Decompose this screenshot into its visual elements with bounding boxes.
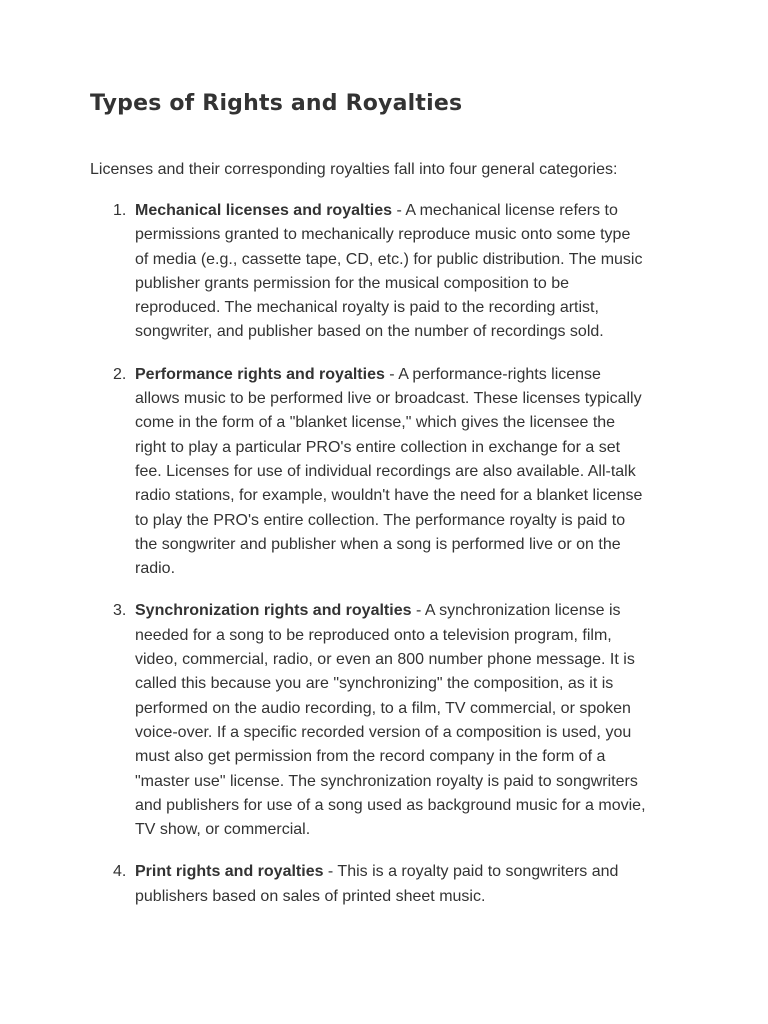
- royalty-categories-list: [90, 199, 670, 927]
- list-item-description: - This is a royalty paid to songwriters and: [323, 863, 619, 881]
- list-item-line: fee. Licenses for use of individual recordings are also available. All-talk: [135, 462, 636, 480]
- list-item: [113, 199, 670, 345]
- list-item-line: publisher grants permission for the musical composition to be: [135, 274, 569, 292]
- list-item: [113, 599, 670, 842]
- list-item-line: come in the form of a "blanket license," which gives the licensee the: [135, 414, 616, 432]
- list-item-line: TV show, or commercial.: [135, 821, 311, 839]
- list-item: [113, 860, 670, 909]
- list-item-description: - A performance-rights license: [384, 365, 601, 383]
- list-item-term: Performance rights and royalties: [135, 365, 385, 383]
- list-item-term: Print rights and royalties: [135, 863, 324, 881]
- list-item-line: [135, 363, 670, 387]
- list-item-line: voice-over. If a specific recorded version of a composition is used, you: [135, 723, 632, 741]
- list-item-line: of media (e.g., cassette tape, CD, etc.) for public distribution. The music: [135, 250, 643, 268]
- page-title: Types of Rights and Royalties: [90, 91, 463, 116]
- list-item-line: video, commercial, radio, or even an 800 number phone message. It is: [135, 651, 635, 669]
- list-item-line: must also get permission from the record company in the form of a: [135, 748, 606, 766]
- intro-paragraph: Licenses and their corresponding royalties fall into four general categories:: [90, 161, 618, 178]
- list-item-line: the songwriter and publisher when a song is performed live or on the: [135, 535, 621, 553]
- list-item-line: called this because you are "synchronizing" the composition, as it is: [135, 675, 614, 693]
- list-item-line: to play the PRO's entire collection. The performance royalty is paid to: [135, 511, 626, 529]
- list-item-term: Synchronization rights and royalties: [135, 602, 412, 620]
- list-item-line: radio.: [135, 560, 176, 578]
- list-item-line: [135, 199, 670, 223]
- list-item-description: - A mechanical license refers to: [392, 202, 618, 219]
- list-item-line: publishers based on sales of printed sheet music.: [135, 887, 486, 905]
- list-item-term: Mechanical licenses and royalties: [135, 202, 393, 219]
- list-item-line: [135, 860, 670, 884]
- list-item-number: 1.: [113, 202, 127, 219]
- list-item: [113, 363, 670, 582]
- list-item-line: performed on the audio recording, to a film, TV commercial, or spoken: [135, 699, 631, 717]
- list-item-line: allows music to be performed live or broadcast. These licenses typically: [135, 390, 642, 408]
- list-item-line: permissions granted to mechanically reproduce music onto some type: [135, 226, 631, 244]
- list-item-line: and publishers for use of a song used as background music for a movie,: [135, 796, 646, 814]
- list-item-line: right to play a particular PRO's entire collection in exchange for a set: [135, 438, 621, 456]
- list-item-line: reproduced. The mechanical royalty is paid to the recording artist,: [135, 299, 599, 317]
- list-item-line: "master use" license. The synchronization royalty is paid to songwriters: [135, 772, 638, 790]
- list-item-line: radio stations, for example, wouldn't have the need for a blanket license: [135, 487, 643, 505]
- list-item-number: 2.: [113, 365, 127, 383]
- list-item-line: songwriter, and publisher based on the number of recordings sold.: [135, 323, 604, 341]
- list-item-number: 4.: [113, 863, 127, 881]
- list-item-line: needed for a song to be reproduced onto a television program, film,: [135, 626, 612, 644]
- list-item-number: 3.: [113, 602, 127, 620]
- list-item-line: [135, 599, 670, 623]
- list-item-description: - A synchronization license is: [411, 602, 621, 620]
